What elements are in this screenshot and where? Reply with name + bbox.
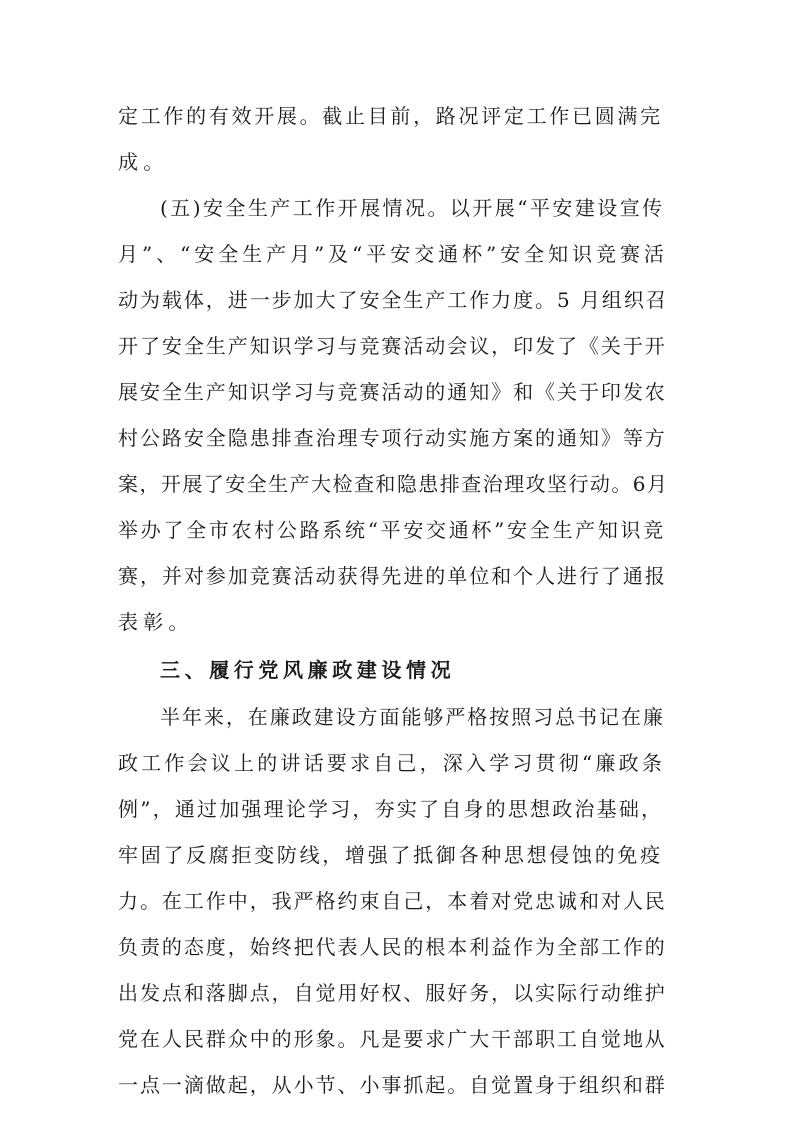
text-line: 动为载体，进一步加大了安全生产工作力度。5 月组织召 — [118, 288, 668, 312]
paragraph-start-line: 半年来，在廉政建设方面能够严格按照习总书记在廉 — [160, 705, 665, 729]
text-line: 案，开展了安全生产大检查和隐患排查治理攻坚行动。6月 — [118, 472, 669, 496]
text-line: 开了安全生产知识学习与竞赛活动会议，印发了《关于开 — [118, 334, 667, 358]
text-line: 力。在工作中，我严格约束自己，本着对党忠诚和对人民 — [118, 889, 667, 913]
text-line: 成。 — [118, 150, 169, 174]
text-line: 出发点和落脚点，自觉用好权、服好务，以实际行动维护 — [118, 981, 667, 1005]
text-line: 牢固了反腐拒变防线，增强了抵御各种思想侵蚀的免疫 — [118, 843, 663, 867]
text-line: 举办了全市农村公路系统“平安交通杯”安全生产知识竞 — [118, 518, 666, 542]
paragraph-start-line: (五)安全生产工作开展情况。以开展“平安建设宣传 — [160, 196, 665, 220]
section-heading: 三、履行党风廉政建设情况 — [160, 658, 456, 682]
text-line: 村公路安全隐患排查治理专项行动实施方案的通知》等方 — [118, 426, 667, 450]
text-line: 表彰。 — [118, 610, 194, 634]
text-line: 例”，通过加强理论学习，夯实了自身的思想政治基础， — [118, 797, 664, 821]
text-line: 党在人民群众中的形象。凡是要求广大干部职工自觉地从 — [118, 1027, 667, 1051]
text-line: 月”、“安全生产月”及“平安交通杯”安全知识竞赛活 — [118, 242, 668, 266]
text-line: 赛，并对参加竞赛活动获得先进的单位和个人进行了通报 — [118, 564, 667, 588]
text-line: 政工作会议上的讲话要求自己，深入学习贯彻“廉政条 — [118, 751, 666, 775]
text-line: 负责的态度，始终把代表人民的根本利益作为全部工作的 — [118, 935, 667, 959]
text-line: 展安全生产知识学习与竞赛活动的通知》和《关于印发农 — [118, 380, 667, 404]
text-line: 一点一滴做起，从小节、小事抓起。自觉置身于组织和群 — [118, 1073, 667, 1097]
text-line: 定工作的有效开展。截止目前，路况评定工作已圆满完 — [118, 104, 663, 128]
